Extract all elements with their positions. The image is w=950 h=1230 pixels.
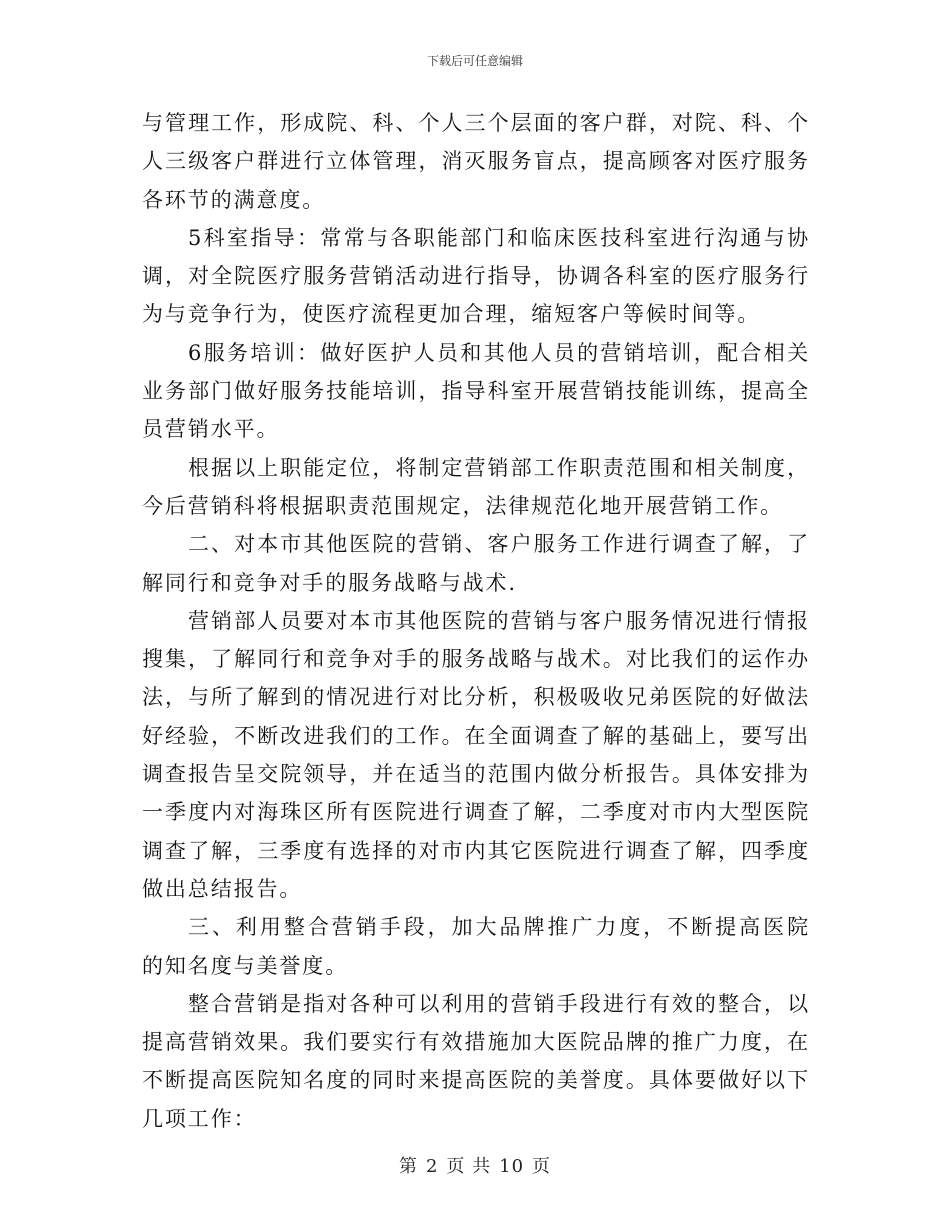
current-page-number: 2: [425, 1156, 439, 1177]
paragraph-2: 5科室指导：常常与各职能部门和临床医技科室进行沟通与协调，对全院医疗服务营销活动进行指导，协调各科室的医疗服务行为与竞争行为，使医疗流程更加合理，缩短客户等候时间等。: [142, 225, 810, 327]
document-body: [142, 104, 810, 1138]
footer-middle: 页 共: [446, 1156, 492, 1177]
section-heading-3: 三、利用整合营销手段，加大品牌推广力度，不断提高医院 的知名度与美誉度。: [142, 915, 810, 978]
footer-suffix: 页: [532, 1156, 552, 1177]
paragraph-4: 根据以上职能定位，将制定营销部工作职责范围和相关制度，今后营销科将根据职责范围规定，法律规范化地开展营销工作。: [142, 455, 810, 518]
total-page-count: 10: [499, 1156, 525, 1177]
paragraph-6: 营销部人员要对本市其他医院的营销与客户服务情况进行情报搜集，了解同行和竞争对手的服务战略与战术。对比我们的运作办法，与所了解到的情况进行对比分析，积极吸收兄弟医院的好做法好经验，不断改进我们的工作。在全面调查了解的基础上，要写出调查报告呈交院领导，并在适当的范围内做分析报告。具体安排为一季度内对海珠区所有医院进行调查了解，二季度对市内大型医院调查了解，三季度有选择的对市内其它医院进行调查了解，四季度做出总结报告。: [142, 608, 810, 901]
footer-prefix: 第: [398, 1156, 418, 1177]
paragraph-3: 6服务培训：做好医护人员和其他人员的营销培训，配合相关业务部门做好服务技能培训，指导科室开展营销技能训练，提高全员营销水平。: [142, 340, 810, 442]
section-heading-2: 二、对本市其他医院的营销、客户服务工作进行调查了解，了解同行和竞争对手的服务战略与战术.: [142, 532, 810, 595]
page-header: 下载后可任意编辑: [426, 54, 523, 68]
paragraph-1: 与管理工作，形成院、科、个人三个层面的客户群，对院、科、个人三级客户群进行立体管理，消灭服务盲点，提高顾客对医疗服务各环节的满意度。: [142, 111, 810, 212]
page-footer: [0, 1152, 950, 1178]
paragraph-8: 整合营销是指对各种可以利用的营销手段进行有效的整合，以提高营销效果。我们要实行有效措施加大医院品牌的推广力度，在不断提高医院知名度的同时来提高医院的美誉度。具体要做好以下几项工作：: [142, 991, 810, 1131]
